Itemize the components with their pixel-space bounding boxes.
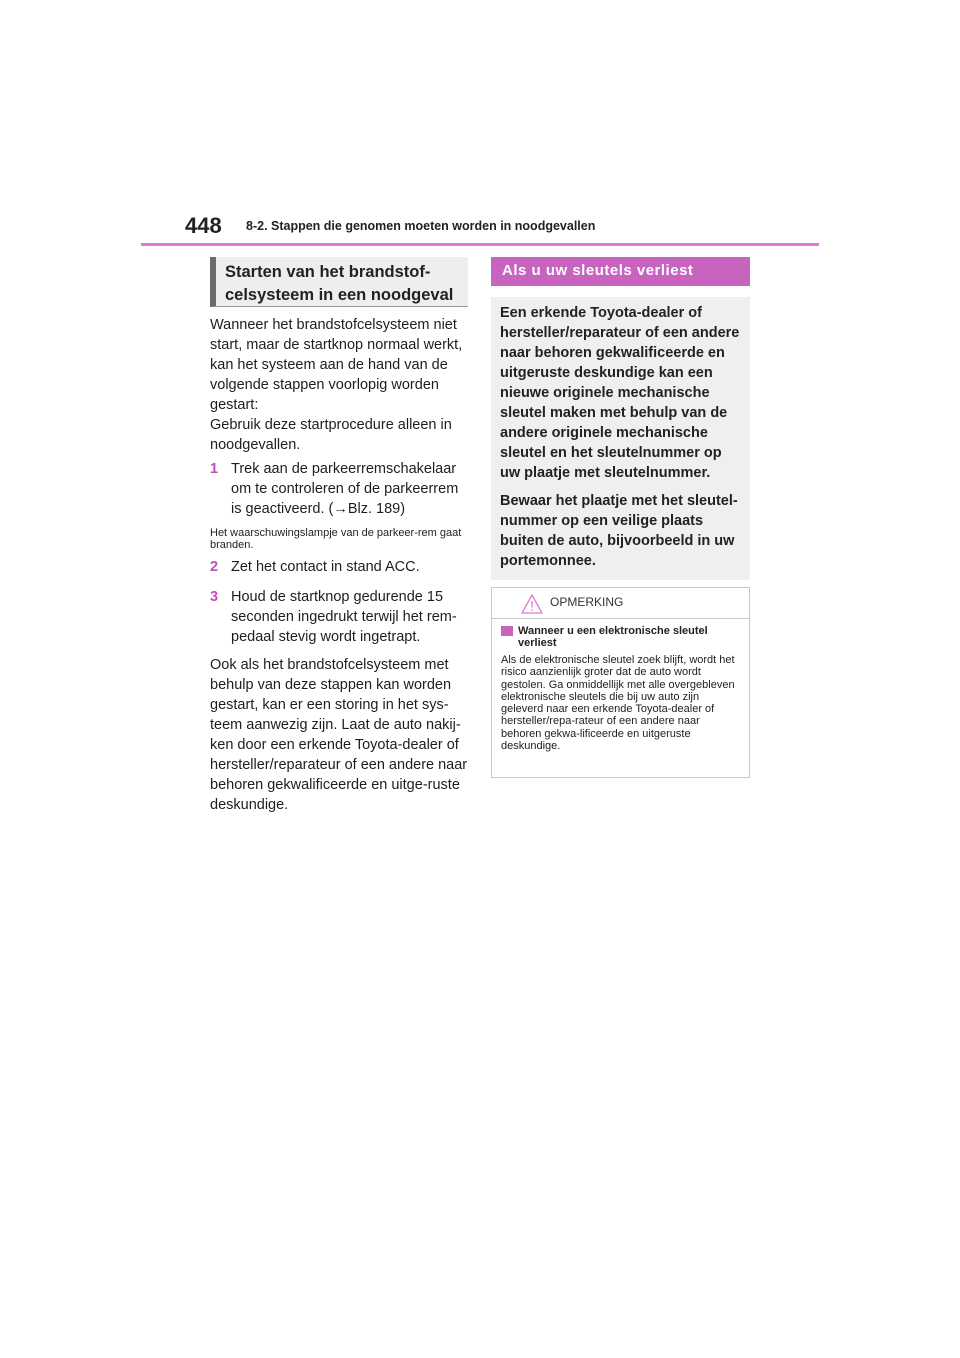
warning-subtitle (501, 625, 740, 649)
step-number: 3 (210, 589, 219, 605)
warning-label: OPMERKING (550, 595, 624, 609)
info-paragraph-2: Bewaar het plaatje met het sleutel-nummer op een veilige plaats buiten de auto, bijvoorbeeld in uw portemonnee. (500, 493, 738, 569)
step-note: Het waarschuwingslampje van de parkeer-rem gaat branden. (210, 527, 462, 551)
step-text: Zet het contact in stand ACC. (231, 559, 420, 575)
right-section-title: Als u uw sleutels verliest (491, 257, 750, 286)
warning-box (491, 587, 750, 778)
intro-paragraph-2: Gebruik deze startprocedure alleen in noodgevallen. (210, 417, 452, 453)
info-paragraph-1: Een erkende Toyota-dealer of hersteller/reparateur of een andere naar behoren gekwalificeerde en uitgeruste deskundige kan een nieuwe originele mechanische sleutel maken met behulp van de andere originele mechanische sleutel en het sleutelnummer op uw plaatje met sleutelnummer. (500, 305, 740, 481)
square-bullet-icon (501, 626, 513, 636)
step-3 (210, 587, 468, 647)
warning-divider (492, 618, 749, 619)
step-number: 2 (210, 559, 219, 575)
outro-paragraph: Ook als het brandstofcelsysteem met behulp van deze stappen kan worden gestart, kan er een storing in het sys-teem aanwezig zijn. Laat de auto nakij-ken door een erkende Toyota-dealer of hersteller/reparateur of een andere naar behoren gekwalificeerde en uitge-ruste deskundige. (210, 657, 468, 813)
left-column (210, 315, 468, 815)
info-box (491, 297, 750, 580)
step-text: Trek aan de parkeerremschakelaar om te controleren of de parkeerrem is geactiveerd. (→Blz. 189) (231, 461, 459, 517)
warning-subtitle-text: Wanneer u een elektronische sleutel verliest (518, 625, 708, 649)
page-number: 448 (185, 213, 222, 238)
intro-paragraph: Wanneer het brandstofcelsysteem niet start, maar de startknop normaal werkt, kan het systeem aan de hand van de volgende stappen voorlopig worden gestart: (210, 317, 463, 413)
step-number: 1 (210, 461, 219, 477)
section-heading: 8-2. Stappen die genomen moeten worden in noodgevallen (246, 219, 596, 233)
warning-header (501, 588, 740, 618)
warning-body: Als de elektronische sleutel zoek blijft, wordt het risico aanzienlijk groter dat de auto wordt gestolen. Ga onmiddellijk met alle overgebleven elektronische sleutels die bij uw auto zijn geleverd naar een erkende Toyota-dealer of hersteller/repa-rateur of een andere naar behoren gekwa-lificeerde en uitgeruste deskundige. (501, 654, 735, 753)
step-text: Houd de startknop gedurende 15 seconden ingedrukt terwijl het rem-pedaal stevig wordt ingetrapt. (231, 589, 457, 645)
step-1 (210, 459, 468, 519)
warning-triangle-icon (521, 594, 543, 614)
left-section-title: Starten van het brandstof-celsysteem in een noodgeval (210, 257, 468, 307)
header-divider (141, 243, 819, 246)
step-2 (210, 557, 468, 577)
